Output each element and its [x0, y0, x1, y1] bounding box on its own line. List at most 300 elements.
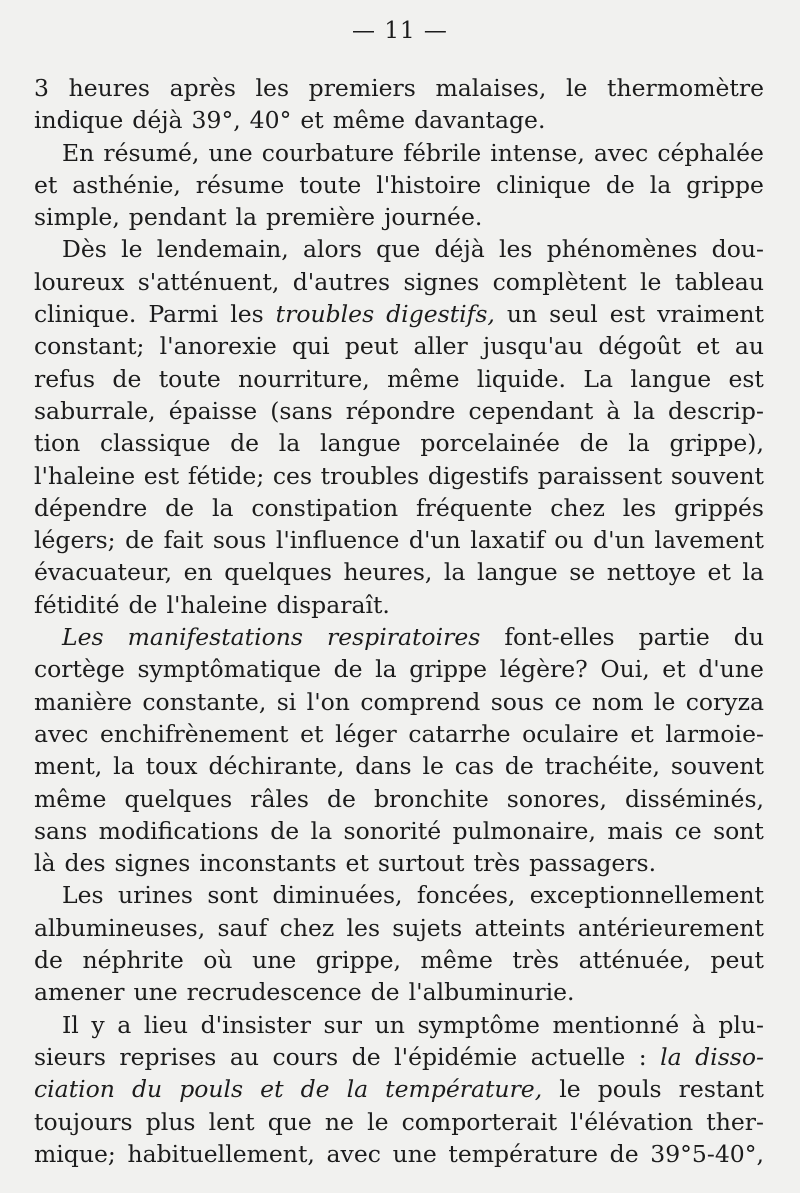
word: cours	[272, 1042, 339, 1071]
word: la	[235, 203, 258, 232]
word: l'haleine	[166, 590, 268, 619]
word: pouls	[597, 1075, 662, 1104]
word: lieu	[143, 1010, 188, 1039]
word: 40°	[249, 106, 292, 135]
word: l'anorexie	[159, 332, 277, 361]
word: constant;	[34, 332, 145, 361]
word: d'insister	[200, 1010, 311, 1039]
word: le	[422, 752, 444, 781]
word: toujours	[34, 1107, 133, 1136]
text-line	[34, 976, 764, 1008]
word: courbature	[261, 138, 395, 167]
word: et	[300, 719, 324, 748]
word: à	[606, 396, 621, 425]
word: davantage.	[414, 106, 546, 135]
text-line	[34, 783, 764, 815]
word: un	[506, 300, 538, 329]
word: tion	[34, 429, 81, 458]
text-line	[34, 72, 764, 104]
word: complètent	[492, 267, 627, 296]
word: et	[300, 106, 324, 135]
word: une	[252, 946, 297, 975]
word: de	[605, 170, 635, 199]
italic-word: température,	[385, 1075, 543, 1104]
word: alors	[302, 235, 362, 264]
word: nettoye	[606, 558, 696, 587]
word: toute	[158, 364, 221, 393]
word: les	[346, 913, 381, 942]
text-line	[34, 944, 764, 976]
word: amener	[34, 978, 125, 1007]
italic-word: de	[300, 1075, 330, 1104]
word: disparaît.	[276, 590, 390, 619]
word: résume	[195, 170, 285, 199]
word: restant	[678, 1075, 764, 1104]
word: après	[169, 74, 236, 102]
word: l'influence	[275, 526, 400, 555]
word: Il	[62, 1010, 79, 1039]
word: refus	[34, 364, 96, 393]
word: sont	[207, 881, 259, 910]
word: trachéite,	[544, 752, 660, 781]
word: dou-	[711, 235, 764, 264]
word: les	[499, 235, 533, 264]
word: liquide.	[476, 364, 567, 393]
word: sous	[490, 687, 545, 716]
word: une	[392, 1139, 437, 1168]
word: dépendre	[34, 493, 148, 522]
italic-word: la	[660, 1042, 682, 1071]
word: des	[64, 849, 106, 878]
word: sans	[34, 816, 88, 845]
text-line	[34, 266, 764, 298]
word: pendant	[128, 203, 227, 232]
word: asthénie,	[72, 170, 181, 199]
word: sur	[323, 1010, 362, 1039]
word: a	[117, 1010, 132, 1039]
word: plus	[145, 1107, 196, 1136]
word: et	[34, 170, 58, 199]
word: Oui,	[600, 655, 650, 684]
word: Les	[62, 881, 104, 910]
text-line	[34, 201, 764, 233]
word: qui	[291, 332, 330, 361]
word: intense,	[490, 138, 585, 167]
word: ne	[324, 1107, 354, 1136]
word: au	[229, 1042, 259, 1071]
word: saburrale,	[34, 396, 156, 425]
word: une	[208, 138, 253, 167]
text-line	[34, 233, 764, 265]
word: :	[638, 1042, 647, 1071]
word: constipation	[251, 493, 399, 522]
word: antérieurement	[577, 913, 764, 942]
text-line	[34, 524, 764, 556]
text-line	[34, 460, 764, 492]
italic-word: Les	[62, 623, 104, 652]
word: vraiment	[657, 300, 764, 329]
text-line	[34, 104, 764, 136]
word: albumineuses,	[34, 913, 206, 942]
word: l'on	[306, 687, 350, 716]
word: de	[165, 493, 195, 522]
word: de	[327, 784, 356, 813]
word: souvent	[670, 752, 764, 781]
word: même	[420, 946, 493, 975]
word: est	[728, 364, 764, 393]
word: mique;	[34, 1139, 116, 1168]
word: la	[633, 396, 655, 425]
text-line	[34, 815, 764, 847]
text-line	[34, 621, 764, 653]
word: de	[370, 978, 400, 1007]
word: se	[569, 558, 596, 587]
text-line	[34, 750, 764, 782]
word: là	[34, 849, 56, 878]
word: comprend	[360, 687, 481, 716]
word: clinique	[496, 170, 591, 199]
word: les	[230, 300, 264, 329]
word: et	[707, 558, 731, 587]
word: déjà	[434, 235, 485, 264]
word: nom	[591, 687, 644, 716]
text-line	[34, 718, 764, 750]
word: épaisse	[168, 396, 258, 425]
word: avec	[34, 719, 89, 748]
word: actuelle	[530, 1042, 626, 1071]
text-line	[34, 137, 764, 169]
word: clinique.	[34, 300, 137, 329]
word: heures	[68, 74, 150, 102]
word: enchifrènement	[99, 719, 289, 748]
word: lendemain,	[156, 235, 289, 264]
word: cas	[454, 752, 494, 781]
word: langue	[319, 429, 401, 458]
text-line	[34, 330, 764, 362]
word: toute	[299, 170, 362, 199]
word: pulmonaire,	[452, 816, 596, 845]
word: seul	[549, 300, 598, 329]
word: partie	[638, 623, 710, 652]
italic-word: pouls	[179, 1075, 244, 1104]
text-line	[34, 363, 764, 395]
word: le	[565, 74, 588, 102]
word: l'histoire	[376, 170, 482, 199]
word: oculaire	[522, 719, 619, 748]
word: déjà	[132, 106, 183, 135]
word: classique	[99, 429, 211, 458]
italic-word: respiratoires	[326, 623, 481, 652]
text-line	[34, 1009, 764, 1041]
word: est	[143, 461, 180, 490]
italic-word: ciation	[34, 1075, 115, 1104]
word: grippe	[409, 655, 488, 684]
text-line	[34, 169, 764, 201]
word: urines	[117, 881, 193, 910]
word: le	[121, 235, 143, 264]
word: catarrhe	[408, 719, 511, 748]
word: grippe,	[315, 946, 402, 975]
word: une	[133, 978, 178, 1007]
word: que	[376, 235, 421, 264]
word: très	[512, 946, 560, 975]
word: même	[387, 364, 460, 393]
word: Parmi	[148, 300, 219, 329]
word: heures,	[343, 558, 433, 587]
word: même	[332, 106, 406, 135]
word: de	[333, 655, 363, 684]
word: la	[211, 493, 234, 522]
word: sauf	[217, 913, 268, 942]
word: l'haleine	[34, 461, 136, 490]
word: avec	[593, 138, 649, 167]
word: légers;	[34, 526, 116, 555]
word: phénomènes	[546, 235, 698, 264]
word: (sans	[270, 396, 333, 425]
word: malaises,	[435, 74, 547, 102]
body-text	[34, 72, 764, 1170]
text-line	[34, 879, 764, 911]
word: d'autres	[292, 267, 391, 296]
word: habituellement,	[127, 1139, 315, 1168]
word: disséminés,	[625, 784, 764, 813]
text-line	[34, 589, 764, 621]
italic-word: digestifs,	[386, 300, 495, 329]
word: peut	[710, 946, 764, 975]
word: de	[112, 364, 142, 393]
word: que	[267, 1107, 312, 1136]
text-line	[34, 1041, 764, 1073]
italic-word: disso-	[695, 1042, 764, 1071]
text-line	[34, 653, 764, 685]
word: bronchite	[374, 784, 489, 813]
word: les	[622, 493, 657, 522]
word: céphalée	[657, 138, 764, 167]
word: 39°5-40°,	[650, 1139, 764, 1168]
word: thermomètre	[607, 74, 764, 102]
word: En	[62, 138, 95, 167]
word: la	[278, 429, 301, 458]
italic-word: manifestations	[127, 623, 303, 652]
word: l'épidémie	[394, 1042, 518, 1071]
word: reprises	[119, 1042, 217, 1071]
text-line	[34, 556, 764, 588]
word: à	[691, 1010, 706, 1039]
word: loureux	[34, 267, 125, 296]
word: sous	[212, 526, 267, 555]
word: l'albuminurie.	[408, 978, 575, 1007]
word: chez	[550, 493, 605, 522]
word: ou	[554, 526, 584, 555]
word: ment,	[34, 752, 103, 781]
word: indique	[34, 106, 124, 135]
word: sonorité	[343, 816, 442, 845]
word: et	[345, 849, 369, 878]
word: dans	[355, 752, 412, 781]
word: de	[230, 429, 260, 458]
word: nourriture,	[238, 364, 370, 393]
text-line	[34, 847, 764, 879]
word: de	[579, 429, 609, 458]
word: peut	[344, 332, 399, 361]
word: ce	[554, 687, 582, 716]
word: grippe	[686, 170, 764, 199]
word: langue	[630, 364, 712, 393]
text-line	[34, 492, 764, 524]
word: langue	[476, 558, 558, 587]
word: du	[733, 623, 764, 652]
text-line	[34, 912, 764, 944]
text-line	[34, 686, 764, 718]
text-line	[34, 1106, 764, 1138]
word: lavement	[654, 526, 764, 555]
word: tableau	[674, 267, 764, 296]
word: quelques	[124, 784, 233, 813]
word: la	[649, 170, 672, 199]
word: jusqu'au	[482, 332, 584, 361]
word: chez	[279, 913, 335, 942]
word: 3	[34, 74, 49, 102]
word: coryza	[685, 687, 764, 716]
word: première	[266, 203, 376, 232]
word: répondre	[345, 396, 456, 425]
word: lent	[208, 1107, 255, 1136]
word: porcelainée	[420, 429, 560, 458]
word: larmoie-	[665, 719, 764, 748]
word: exceptionnellement	[529, 881, 764, 910]
word: le	[640, 267, 662, 296]
word: descrip-	[668, 396, 764, 425]
word: le	[653, 687, 676, 716]
word: symptôme	[417, 1010, 540, 1039]
word: la	[628, 429, 650, 458]
word: fréquente	[415, 493, 533, 522]
word: journée.	[384, 203, 483, 232]
word: les	[255, 74, 290, 102]
text-line	[34, 427, 764, 459]
word: grippe),	[669, 429, 764, 458]
word: Dès	[62, 235, 107, 264]
word: souvent	[670, 461, 764, 490]
word: sont	[713, 816, 764, 845]
word: de	[351, 1042, 381, 1071]
word: inconstants	[199, 849, 337, 878]
word: laxatif	[470, 526, 545, 555]
word: modifications	[98, 816, 259, 845]
word: sieurs	[34, 1042, 106, 1071]
word: symptômatique	[137, 655, 322, 684]
text-line	[34, 395, 764, 427]
word: comporterait	[401, 1107, 558, 1136]
word: d'un	[408, 526, 461, 555]
word: mais	[607, 816, 664, 845]
word: font-elles	[504, 623, 615, 652]
text-line	[34, 298, 764, 330]
word: atteints	[474, 913, 566, 942]
word: la	[310, 816, 333, 845]
word: constante,	[142, 687, 267, 716]
italic-word: troubles	[275, 300, 375, 329]
word: 39°,	[191, 106, 241, 135]
word: de	[128, 590, 158, 619]
word: et	[696, 332, 720, 361]
word: la	[375, 655, 397, 684]
word: signes	[114, 849, 191, 878]
word: fébrile	[403, 138, 482, 167]
word: évacuateur,	[34, 558, 173, 587]
text-line	[34, 1073, 764, 1105]
word: avec	[326, 1139, 381, 1168]
word: de	[609, 1139, 639, 1168]
word: diminuées,	[272, 881, 403, 910]
word: la	[742, 558, 764, 587]
word: sonores,	[506, 784, 607, 813]
italic-word: la	[346, 1075, 369, 1104]
word: la	[113, 752, 135, 781]
italic-word: et	[260, 1075, 284, 1104]
word: cependant	[468, 396, 594, 425]
word: au	[734, 332, 764, 361]
word: d'une	[698, 655, 764, 684]
word: résumé,	[103, 138, 200, 167]
word: et	[630, 719, 654, 748]
word: même	[34, 784, 107, 813]
word: surtout	[377, 849, 465, 878]
word: troubles	[320, 461, 420, 490]
word: sujets	[392, 913, 463, 942]
text-line	[34, 1138, 764, 1170]
word: le	[367, 1107, 389, 1136]
word: paraissent	[537, 461, 663, 490]
word: température	[448, 1139, 598, 1168]
word: La	[583, 364, 613, 393]
word: de	[270, 816, 300, 845]
word: est	[609, 300, 646, 329]
word: cortège	[34, 655, 125, 684]
word: atténuée,	[578, 946, 691, 975]
word: un	[374, 1010, 405, 1039]
word: quelques	[224, 558, 332, 587]
word: digestifs	[427, 461, 530, 490]
word: léger	[335, 719, 397, 748]
word: foncées,	[416, 881, 516, 910]
italic-word: du	[131, 1075, 163, 1104]
word: ces	[272, 461, 313, 490]
word: si	[276, 687, 297, 716]
word: le	[559, 1075, 581, 1104]
word: s'atténuent,	[137, 267, 280, 296]
word: y	[91, 1010, 105, 1039]
word: néphrite	[82, 946, 184, 975]
word: fait	[163, 526, 204, 555]
word: légère?	[499, 655, 588, 684]
page-number: — 11 —	[352, 18, 448, 44]
word: de	[125, 526, 155, 555]
word: mentionné	[552, 1010, 680, 1039]
word: manière	[34, 687, 132, 716]
word: la	[443, 558, 466, 587]
word: d'un	[593, 526, 645, 555]
word: aller	[413, 332, 468, 361]
word: recrudescence	[186, 978, 362, 1007]
word: ther-	[706, 1107, 764, 1136]
word: dégoût	[598, 332, 682, 361]
word: en	[183, 558, 213, 587]
word: déchirante,	[208, 752, 345, 781]
word: fétide;	[187, 461, 265, 490]
word: où	[203, 946, 233, 975]
word: fétidité	[34, 590, 120, 619]
